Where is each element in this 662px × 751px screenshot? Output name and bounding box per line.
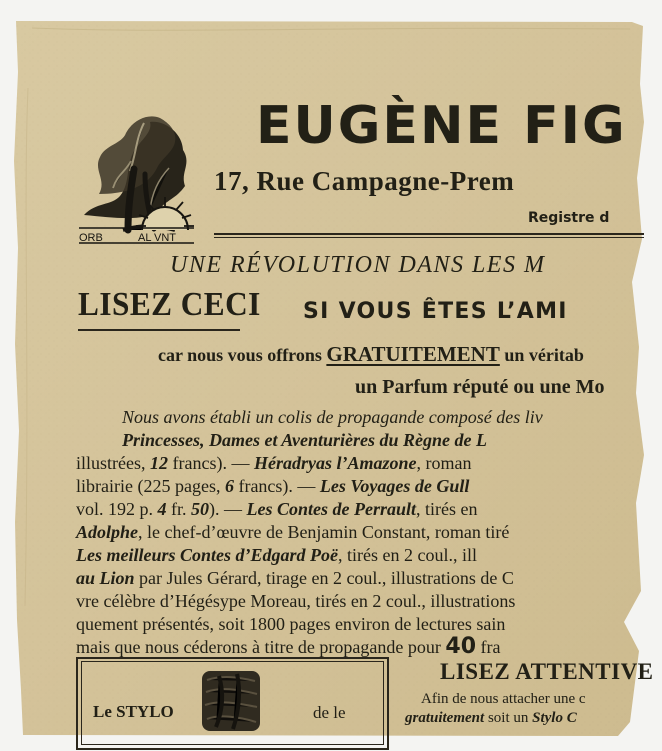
attention-text-segment: gratuitement: [405, 710, 485, 726]
body-text-segment: mais que nous céderons à titre de propagande pour: [76, 637, 446, 657]
free-offer-suffix: un véritab: [504, 345, 584, 365]
header-rule: [214, 233, 644, 235]
body-line: [76, 636, 501, 658]
body-text-segment: 6: [224, 476, 234, 496]
body-line: [76, 546, 477, 564]
lisez-ceci-heading: LISEZ CECI: [78, 286, 261, 323]
body-text-segment: francs). —: [233, 476, 320, 496]
body-line: [122, 431, 487, 449]
body-text-segment: par Jules Gérard, tirage en 2 coul., illustrations de C: [134, 568, 514, 588]
registry-line: Registre d: [528, 210, 610, 226]
header-rule-secondary: [214, 237, 644, 238]
body-text-segment: librairie (225 pages,: [76, 476, 225, 496]
body-text-segment: , roman: [416, 453, 472, 473]
body-text-segment: vol. 192 p.: [76, 499, 158, 519]
body-text-segment: au Lion: [76, 568, 135, 588]
body-text-segment: Nous avons établi un colis de propagande composé des liv: [122, 407, 543, 427]
body-line: [76, 523, 509, 541]
pen-picture-icon: [202, 671, 260, 731]
body-text-segment: Adolphe: [76, 522, 139, 542]
body-text-segment: fr.: [166, 499, 192, 519]
body-text-segment: , le chef-d’œuvre de Benjamin Constant, roman tiré: [138, 522, 510, 542]
body-text-segment: Les meilleurs Contes d’Edgard Poë: [76, 545, 338, 565]
body-text-segment: 50: [191, 499, 210, 519]
lisez-ceci-underline: [78, 329, 240, 331]
body-text-segment: 4: [157, 499, 167, 519]
revolution-heading: UNE RÉVOLUTION DANS LES M: [170, 252, 546, 278]
body-line: [76, 454, 471, 472]
body-text-segment: Héradryas l’Amazone: [253, 453, 417, 473]
body-text-segment: illustrées,: [76, 453, 150, 473]
attention-text-segment: Afin de nous attacher une c: [421, 691, 586, 707]
free-offer-prefix: car nous vous offrons: [158, 345, 327, 365]
logo-word-vnt: VNT: [154, 232, 176, 244]
body-text-segment: 12: [150, 453, 168, 473]
tree-sun-logo-icon: [78, 102, 194, 246]
brand-name: EUGÈNE FIG: [256, 96, 627, 156]
body-text-segment: fra: [476, 637, 501, 657]
friend-heading: SI VOUS ÊTES L’AMI: [303, 299, 568, 324]
logo-word-al: AL: [138, 232, 152, 244]
body-line: [76, 569, 514, 587]
body-text-segment: , tirés en: [416, 499, 478, 519]
body-text-segment: Les Contes de Perrault: [246, 499, 417, 519]
free-offer-line: [158, 344, 584, 365]
stylo-label: Le STYLO: [93, 702, 174, 721]
de-le-label: de le: [313, 703, 346, 722]
body-text-segment: Princesses, Dames et Aventurières du Règne de L: [122, 430, 487, 450]
attention-text-line: [421, 692, 586, 707]
body-text-segment: Les Voyages de Gull: [319, 476, 470, 496]
logo-word-orb: ORB: [79, 232, 103, 244]
body-text-segment: francs). —: [168, 453, 254, 473]
body-text-segment: , tirés en 2 coul., ill: [338, 545, 477, 565]
body-line: [76, 592, 515, 610]
perfume-line: un Parfum réputé ou une Mo: [355, 376, 605, 398]
address-line: 17, Rue Campagne-Prem: [214, 166, 515, 196]
body-text-segment: vre célèbre d’Hégésype Moreau, tirés en 2 coul., illustrations: [76, 591, 516, 611]
body-text-segment: 40: [445, 634, 477, 659]
body-text-segment: ). —: [209, 499, 247, 519]
body-line: [122, 408, 543, 426]
attention-text-segment: Stylo C: [532, 710, 577, 726]
attention-text-line: [405, 711, 577, 726]
body-line: [76, 615, 505, 633]
body-line: [76, 500, 478, 518]
body-line: [76, 477, 469, 495]
attention-heading: LISEZ ATTENTIVE: [440, 659, 654, 684]
attention-text-segment: soit un: [484, 710, 533, 726]
free-offer-highlight: GRATUITEMENT: [326, 342, 500, 366]
body-text-segment: quement présentés, soit 1800 pages environ de lectures sain: [76, 614, 506, 634]
